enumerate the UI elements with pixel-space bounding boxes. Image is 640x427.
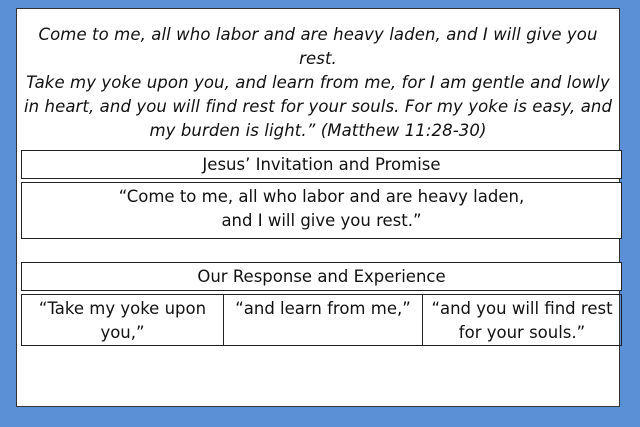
scripture-passage <box>21 23 615 143</box>
response-cell-yoke <box>22 295 223 345</box>
response-heading: Our Response and Experience <box>197 267 446 286</box>
cell-line: “and you will find rest <box>431 299 613 318</box>
verse-line: my burden is light.” (Matthew 11:28-30) <box>149 121 487 140</box>
response-heading-box <box>21 262 622 291</box>
quote-line: and I will give you rest.” <box>221 211 422 230</box>
response-table <box>21 294 622 346</box>
response-cell-learn <box>223 295 422 345</box>
response-cell-rest <box>422 295 621 345</box>
verse-line: Take my yoke upon you, and learn from me, for I am gentle and lowly <box>26 73 610 92</box>
invitation-heading-box <box>21 150 622 179</box>
verse-line: in heart, and you will find rest for your souls. For my yoke is easy, and <box>23 97 613 116</box>
verse-line: Come to me, all who labor and are heavy laden, and I will give you rest. <box>38 25 598 68</box>
quote-line: “Come to me, all who labor and are heavy laden, <box>118 187 525 206</box>
cell-line: for your souls.” <box>458 323 586 342</box>
cell-line: “Take my yoke upon <box>38 299 207 318</box>
invitation-heading: Jesus’ Invitation and Promise <box>202 155 441 174</box>
cell-line: you,” <box>100 323 145 342</box>
worksheet-page <box>16 8 620 407</box>
invitation-quote-box <box>21 182 622 239</box>
cell-line: “and learn from me,” <box>235 299 411 318</box>
